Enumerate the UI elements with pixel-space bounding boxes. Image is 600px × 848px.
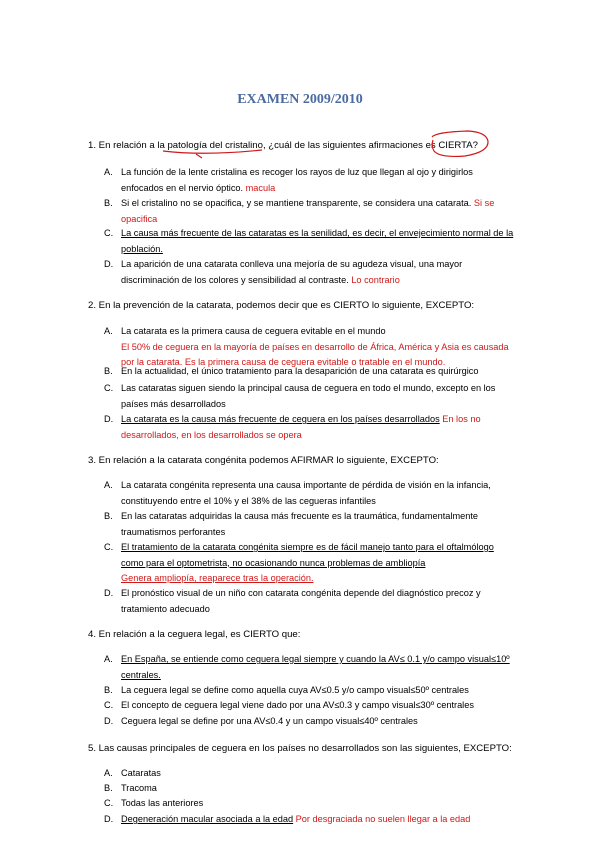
highlight-cierta: CIERTA bbox=[438, 140, 473, 151]
annotation-note: Por desgraciada no suelen llegar a la edad bbox=[293, 814, 471, 824]
question-2: 2. En la prevención de la catarata, podemos decir que es CIERTO lo siguiente, EXCEPTO: bbox=[88, 300, 475, 311]
correct-answer: La causa más frecuente de las cataratas es la senilidad, es decir, el envejecimiento normal de la población. bbox=[121, 228, 514, 254]
highlight-patologia: patología del cristalino bbox=[167, 140, 263, 151]
annotation-note: En los no desarrollados, en los desarrollados se opera bbox=[121, 414, 481, 440]
correct-answer: En España, se entiende como ceguera legal siempre y cuando la AV≤ 0.1 y/o campo visual≤10º centrales. bbox=[121, 654, 510, 680]
correct-answer: El tratamiento de la catarata congénita siempre es de fácil manejo tanto para el oftalmólogo como para el optometrista, no ocasionando nunca problemas de ambliopía bbox=[121, 542, 494, 568]
exam-page: EXAMEN 2009/2010 1. En relación a la patología del cristalino, ¿cuál de las siguientes afirmaciones es CIERTA? A. La función de la lente cristalina es recoger los rayos de luz que llegan al ojo y dirigirlos enfocados en el nervio óptico. macula B. Si el cristalino no se opacifica, y se mantiene transparente, se considera una catarata. Si se opacifica C. La causa más frecuente de las cataratas es la senilidad, es decir, el envejecimiento normal de la población. D. La aparición de una catarata conlleva una mejoría de su agudeza visual, una mayor discriminación de los colores y sensibilidad al contraste. Lo contrario 2. En la prevención de la catarata, podemos decir que es CIERTO lo siguiente, EXCEPTO: A. La catarata es la primera causa de ceguera evitable en el mundo El 50% de ceguera en la mayoría de países en desarrollo de África, América y Asia es causada por la catarata. Es la primera causa de ceguera evitable o tratable en el mundo. B. En la actualidad, el único tratamiento para la desaparición de una catarata es quirúrgico C. Las cataratas siguen siendo la principal causa de ceguera en todo el mundo, excepto en los países más desarrollados D. La catarata es la causa más frecuente de ceguera en los países desarrollados En los no desarrollados, en los desarrollados se opera 3. En relación a la catarata congénita podemos AFIRMAR lo siguiente, EXCEPTO: A. La catarata congénita representa una causa importante de pérdida de visión en la infancia, constituyendo entre el 10% y el 38% de las cegueras infantiles B. En las cataratas adquiridas la causa más frecuente es la traumática, fundamentalmente traumatismos perforantes C. El tratamiento de la catarata congénita siempre es de fácil manejo tanto para el oftalmólogo como para el optometrista, no ocasionando nunca problemas de ambliopía Genera ampliopía, reaparece tras la operación. D. El pronóstico visual de un niño con catarata congénita depende del diagnóstico precoz y tratamiento adecuado 4. En relación a la ceguera legal, es CIERTO que: A. En España, se entiende como ceguera legal siempre y cuando la AV≤ 0.1 y/o campo visual≤10º centrales. B. La ceguera legal se define como aquella cuya AV≤0.5 y/o campo visual≤50º centrales C. El concepto de ceguera legal viene dado por una AV≤0.3 y campo visual≤30º centrales D. Ceguera legal se define por una AV≤0.4 y un campo visual≤40º centrales 5. Las causas principales de ceguera en los países no desarrollados son las siguientes, EXCEPTO: A. Cataratas B. Tracoma C. Todas las anteriores D. Degeneración macular asociada a la edad Por desgraciada no suelen llegar a la edad bbox=[0, 0, 600, 848]
annotation-note: El 50% de ceguera en la mayoría de países en desarrollo de África, América y Asia es causada por la catarata. Es la primera causa de ceguera evitable o tratable en el mundo. bbox=[121, 341, 509, 367]
red-underline-tick bbox=[196, 154, 202, 158]
page-title: EXAMEN 2009/2010 bbox=[237, 92, 363, 107]
annotation-note: Lo contrario bbox=[348, 274, 400, 285]
correct-answer: La catarata es la causa más frecuente de ceguera en los países desarrollados bbox=[121, 414, 440, 424]
question-5: 5. Las causas principales de ceguera en los países no desarrollados son las siguientes, EXCEPTO: bbox=[88, 743, 512, 754]
question-3: 3. En relación a la catarata congénita podemos AFIRMAR lo siguiente, EXCEPTO: bbox=[88, 455, 439, 466]
question-1: 1. En relación a la patología del cristalino, ¿cuál de las siguientes afirmaciones es CIERTA? bbox=[88, 140, 479, 151]
correct-answer: Degeneración macular asociada a la edad bbox=[121, 814, 294, 824]
annotation-note: Genera ampliopía, reaparece tras la operación. bbox=[121, 573, 314, 583]
annotation-note: Si se opacifica bbox=[121, 198, 495, 224]
question-4: 4. En relación a la ceguera legal, es CIERTO que: bbox=[88, 629, 301, 640]
annotation-note: macula bbox=[243, 182, 276, 193]
